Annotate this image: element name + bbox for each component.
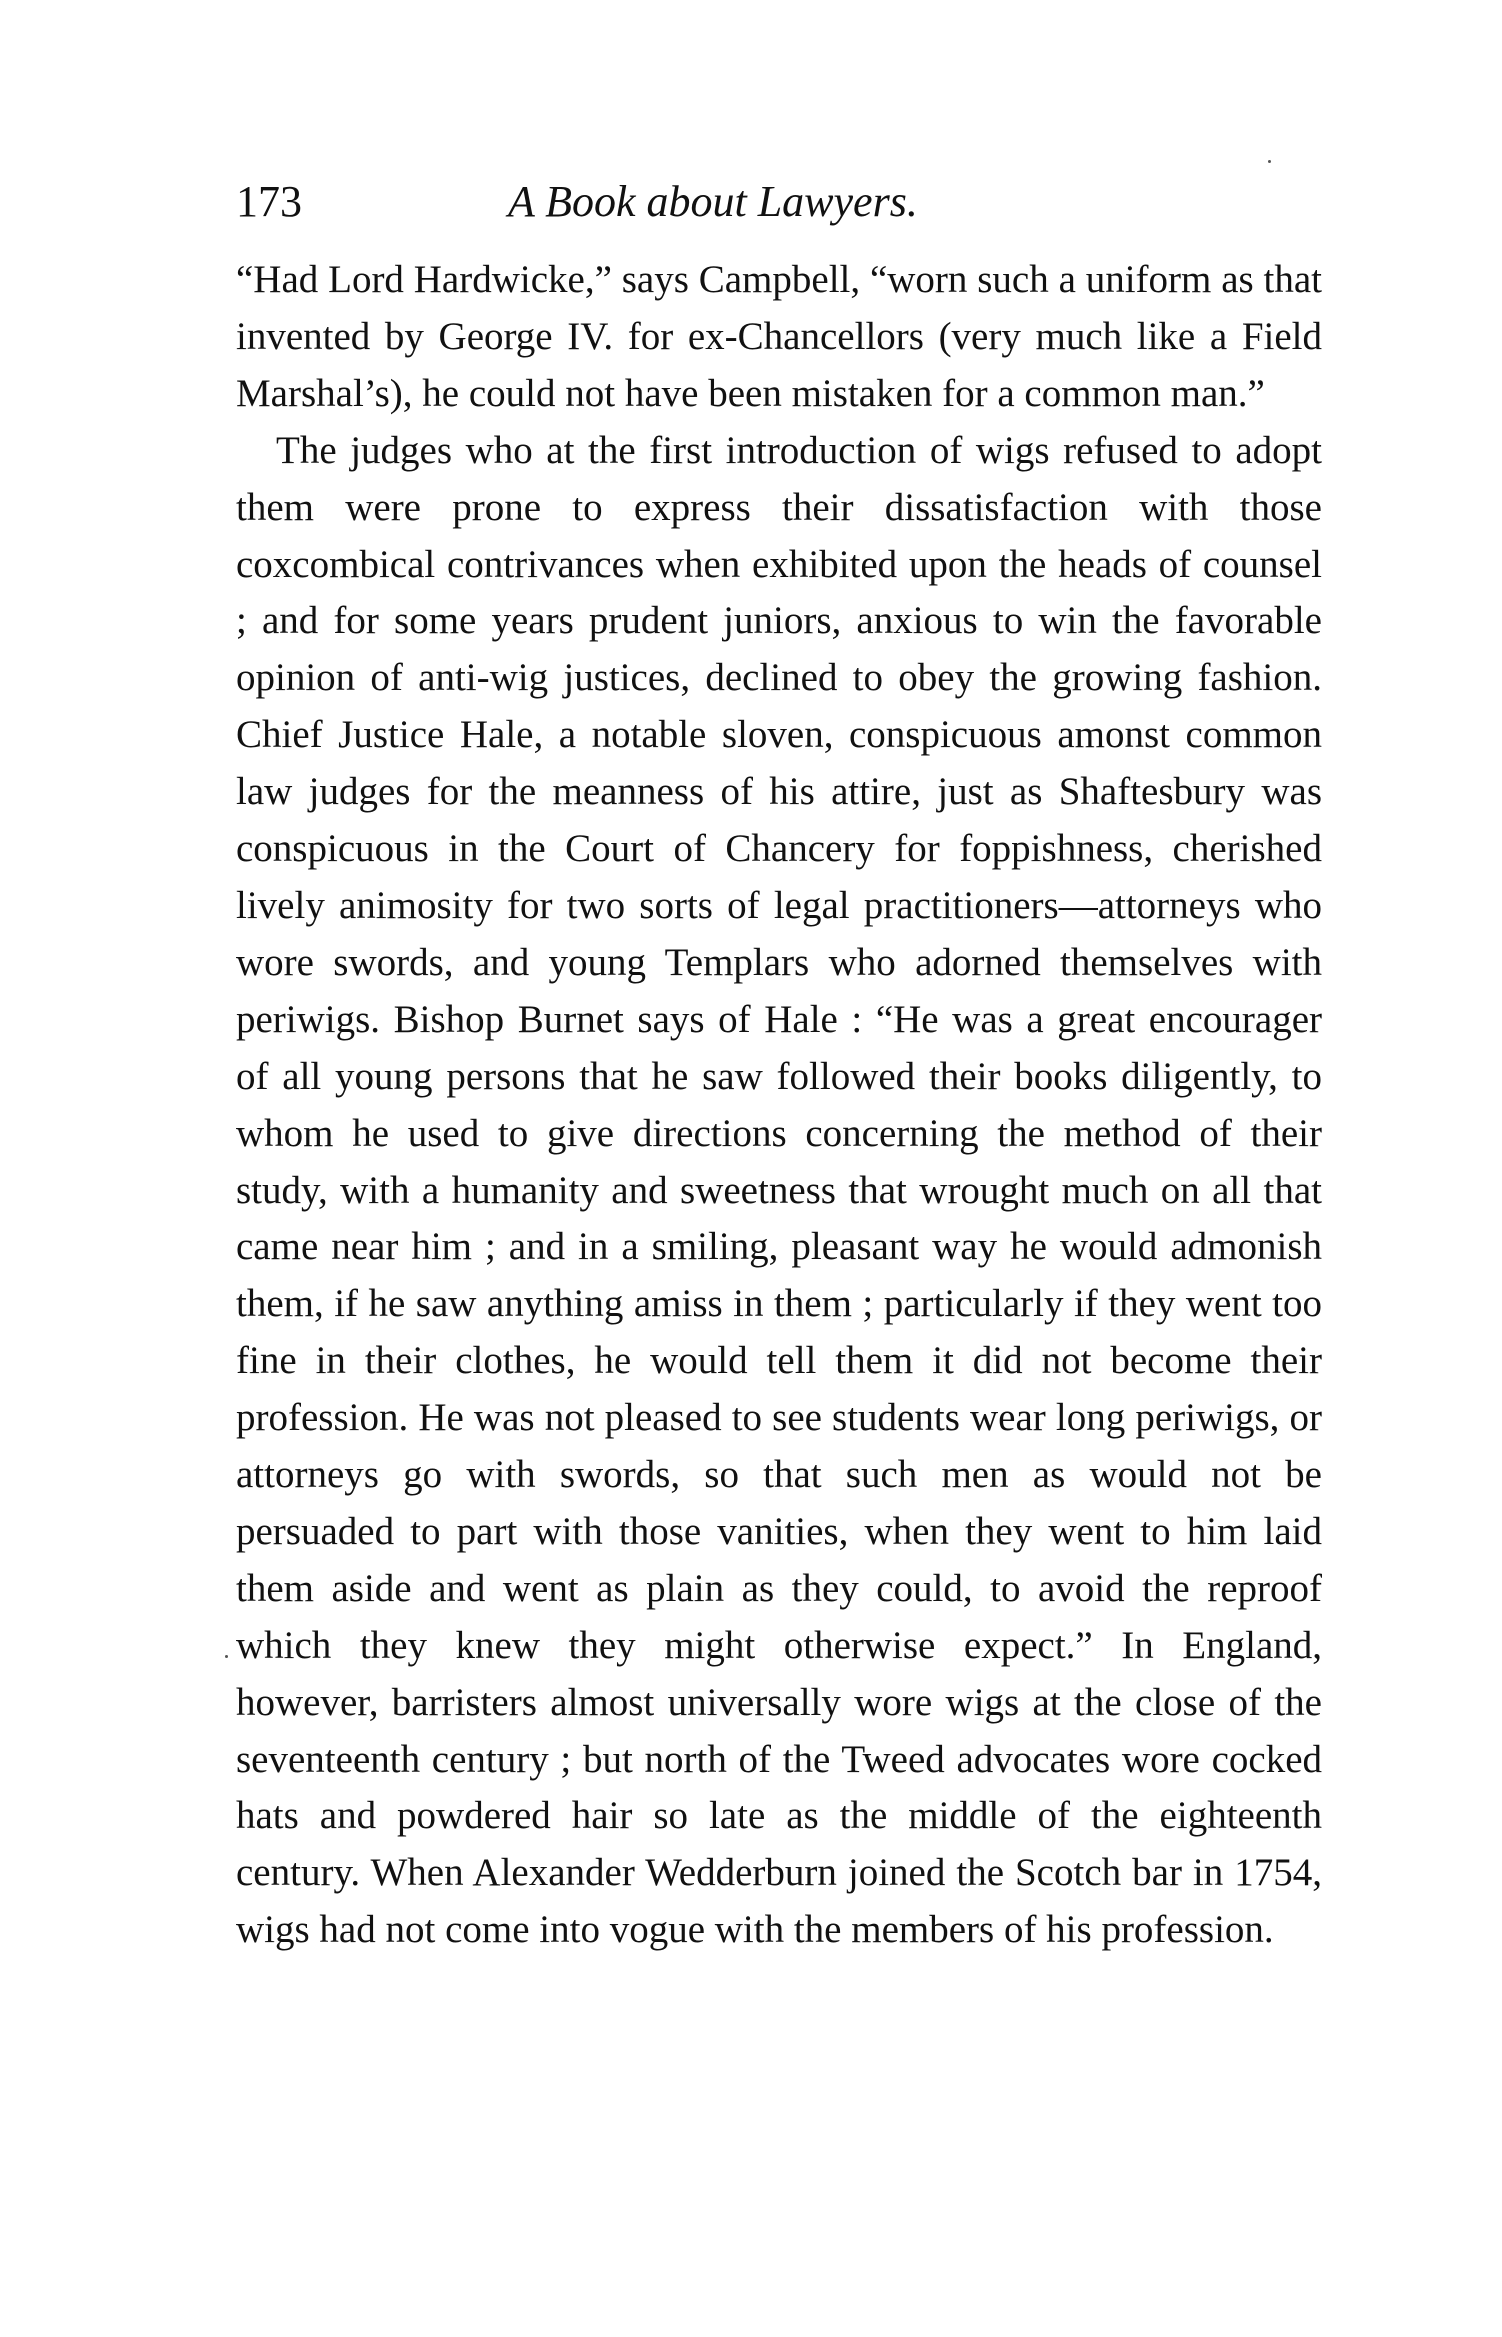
running-title: A Book about Lawyers.	[508, 177, 918, 226]
page-header	[236, 172, 1336, 242]
paragraph-campbell-quote: “Had Lord Hardwicke,” says Campbell, “worn such a uniform as that invented by George IV. for ex-Chancellors (very much like a Field Marshal’s), he could not have been mistaken for a common man.”	[236, 258, 1322, 415]
page-number: 173	[236, 177, 302, 226]
body-text	[236, 252, 1322, 1959]
print-speck	[225, 1655, 228, 1658]
print-speck	[1268, 160, 1271, 163]
paragraph-wigs: The judges who at the first introduction of wigs refused to adopt them were prone to express their dissatisfaction with those coxcombical contrivances when exhibited upon the heads of counsel ; and for some years prudent juniors, anxious to win the favorable opinion of anti-wig justices, declined to obey the growing fashion. Chief Justice Hale, a notable sloven, conspicuous amonst common law judges for the meanness of his attire, just as Shaftesbury was conspicuous in the Court of Chancery for foppishness, cherished lively animosity for two sorts of legal practitioners—attorneys who wore swords, and young Templars who adorned themselves with periwigs. Bishop Burnet says of Hale : “He was a great encourager of all young persons that he saw followed their books diligently, to whom he used to give directions concerning the method of their study, with a humanity and sweetness that wrought much on all that came near him ; and in a smiling, pleasant way he would admonish them, if he saw anything amiss in them ; particularly if they went too fine in their clothes, he would tell them it did not become their profession. He was not pleased to see students wear long periwigs, or attorneys go with swords, so that such men as would not be persuaded to part with those vanities, when they went to him laid them aside and went as plain as they could, to avoid the reproof which they knew they might otherwise expect.” In England, however, barristers almost universally wore wigs at the close of the seventeenth century ; but north of the Tweed advocates wore cocked hats and powdered hair so late as the middle of the eighteenth century. When Alexander Wedderburn joined the Scotch bar in 1754, wigs had not come into vogue with the members of his profession.	[236, 428, 1322, 1952]
